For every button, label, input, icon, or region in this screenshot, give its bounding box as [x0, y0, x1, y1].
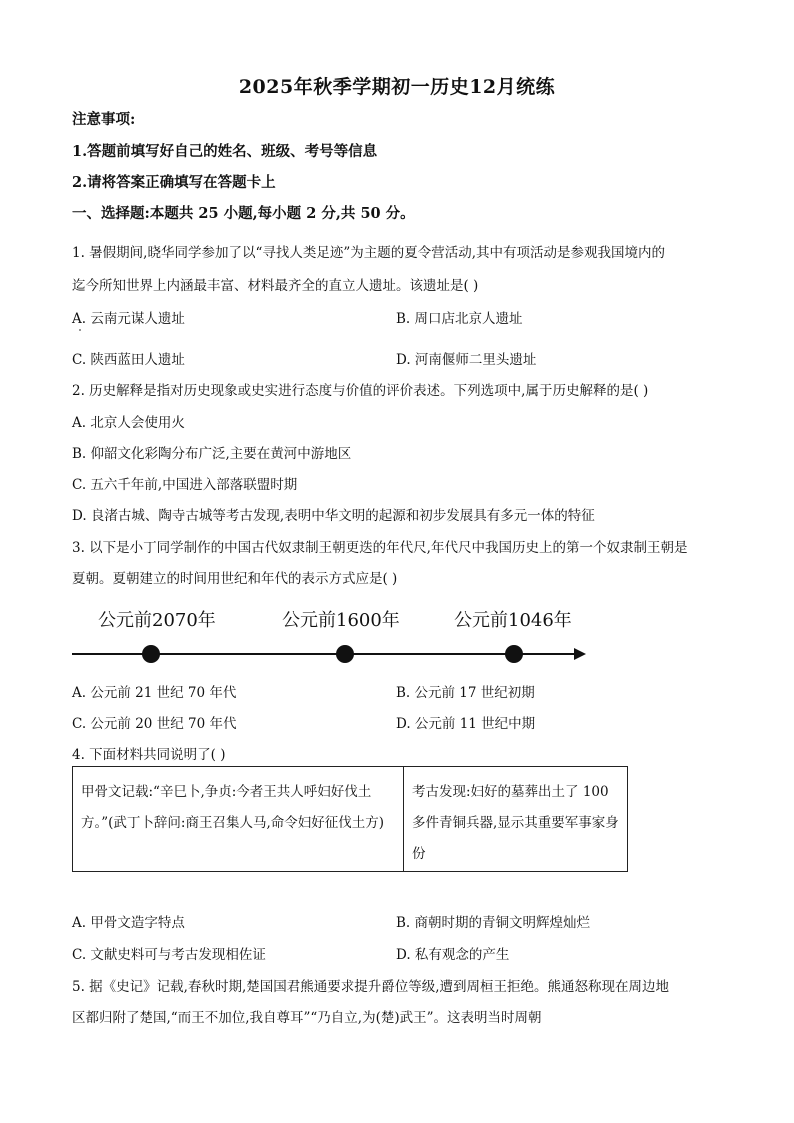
timeline-arrow-icon	[574, 648, 586, 660]
question-1-option-d: D. 河南偃师二里头遗址	[396, 352, 537, 368]
material-table-left-cell: 甲骨文记载:“辛巳卜,争贞:今者王共人呼妇好伐土方。”(武丁卜辞问:商王召集人马,命令妇好征伐土方)	[73, 767, 404, 871]
question-4-option-c: C. 文献史料可与考古发现相佐证	[72, 947, 266, 963]
question-2-option-d: D. 良渚古城、陶寺古城等考古发现,表明中华文明的起源和初步发展具有多元一体的特征	[72, 508, 595, 524]
question-1-line-2: 迄今所知世界上内涵最丰富、材料最齐全的直立人遗址。该遗址是( )	[72, 278, 479, 294]
material-table-right-cell: 考古发现:妇好的墓葬出土了 100 多件青铜兵器,显示其重要军事家身份	[412, 784, 619, 862]
page-title: 2025年秋季学期初一历史12月统练	[238, 76, 556, 98]
section-heading: 一、选择题:本题共 25 小题,每小题 2 分,共 50 分。	[72, 205, 415, 222]
question-2-option-b: B. 仰韶文化彩陶分布广泛,主要在黄河中游地区	[72, 446, 352, 462]
question-3-line-2: 夏朝。夏朝建立的时间用世纪和年代的表示方式应是( )	[72, 571, 398, 587]
question-1-option-b: B. 周口店北京人遗址	[396, 311, 523, 327]
notice-item-2: 2.请将答案正确填写在答题卡上	[72, 174, 276, 191]
timeline-label-2: 公元前1600年	[282, 610, 400, 631]
question-3-option-b: B. 公元前 17 世纪初期	[396, 685, 535, 701]
timeline	[66, 600, 596, 672]
question-2-option-c: C. 五六千年前,中国进入部落联盟时期	[72, 477, 298, 493]
question-5-line-2: 区都归附了楚国,“而王不加位,我自尊耳”“乃自立,为(楚)武王”。这表明当时周朝	[72, 1010, 542, 1026]
question-2-option-a: A. 北京人会使用火	[72, 415, 185, 431]
timeline-label-1: 公元前2070年	[98, 610, 216, 631]
question-1-option-a: A. 云南元谋人遗址	[72, 311, 185, 327]
question-4-option-b: B. 商朝时期的青铜文明辉煌灿烂	[396, 915, 591, 931]
question-3-line-1: 3. 以下是小丁同学制作的中国古代奴隶制王朝更迭的年代尺,年代尺中我国历史上的第一个奴隶制王朝是	[72, 540, 688, 556]
material-table	[72, 766, 628, 872]
question-5-line-1: 5. 据《史记》记载,春秋时期,楚国国君熊通要求提升爵位等级,遭到周桓王拒绝。熊通怒称现在周边地	[72, 979, 670, 995]
question-4-option-d: D. 私有观念的产生	[396, 947, 510, 963]
timeline-label-3: 公元前1046年	[454, 610, 572, 631]
question-1-line-1: 1. 暑假期间,晓华同学参加了以“寻找人类足迹”为主题的夏令营活动,其中有项活动是参观我国境内的	[72, 245, 666, 261]
question-3-option-c: C. 公元前 20 世纪 70 年代	[72, 716, 237, 732]
question-3-option-a: A. 公元前 21 世纪 70 年代	[72, 685, 237, 701]
notice-item-1: 1.答题前填写好自己的姓名、班级、考号等信息	[72, 143, 378, 160]
timeline-axis	[66, 600, 596, 672]
timeline-point-2	[336, 645, 354, 663]
timeline-point-3	[505, 645, 523, 663]
timeline-point-1	[142, 645, 160, 663]
question-1-option-c: C. 陕西蓝田人遗址	[72, 352, 185, 368]
question-3-option-d: D. 公元前 11 世纪中期	[396, 716, 536, 732]
question-4-line-1: 4. 下面材料共同说明了( )	[72, 747, 226, 763]
scan-dot	[79, 329, 81, 331]
notice-heading: 注意事项:	[72, 111, 136, 128]
question-4-option-a: A. 甲骨文造字特点	[72, 915, 185, 931]
question-2-line-1: 2. 历史解释是指对历史现象或史实进行态度与价值的评价表述。下列选项中,属于历史解释的是( )	[72, 383, 649, 399]
